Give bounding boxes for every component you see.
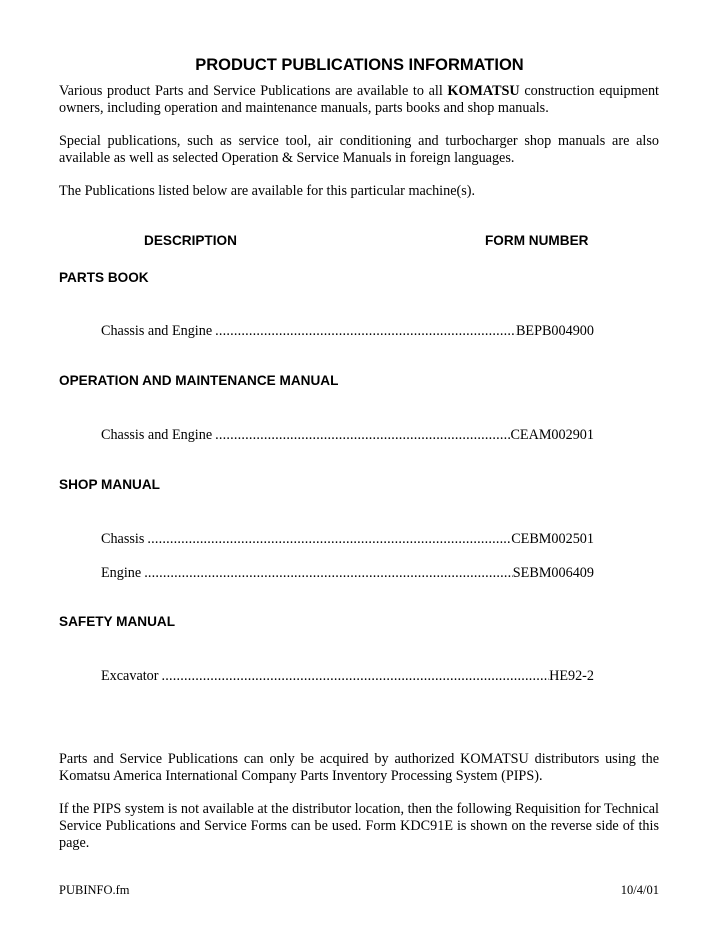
entry-form-number: BEPB004900 — [515, 323, 594, 339]
dot-leader — [215, 427, 510, 444]
dot-leader — [144, 565, 513, 582]
publication-entry — [101, 531, 594, 548]
publication-entry — [101, 668, 594, 685]
section-heading-safety-manual: SAFETY MANUAL — [59, 614, 176, 629]
section-heading-parts-book: PARTS BOOK — [59, 270, 149, 285]
entry-description: Excavator — [101, 668, 159, 684]
acquisition-paragraph: Parts and Service Publications can only be acquired by authorized KOMATSU distributors using the Komatsu America International Company Parts Inventory Processing System (PIPS). — [59, 751, 659, 784]
dot-leader — [162, 668, 550, 685]
pips-paragraph: If the PIPS system is not available at the distributor location, then the following Requisition for Technical Service Publications and Service Forms can be used. Form KDC91E is shown on the reverse side of this page. — [59, 801, 659, 851]
publication-entry — [101, 427, 594, 444]
special-publications-paragraph: Special publications, such as service tool, air conditioning and turbocharger shop manuals are also available as well as selected Operation & Service Manuals in foreign languages. — [59, 133, 659, 166]
dot-leader — [215, 323, 516, 340]
section-heading-operation-maintenance: OPERATION AND MAINTENANCE MANUAL — [59, 373, 339, 388]
entry-form-number: SEBM006409 — [512, 565, 594, 581]
publication-entry — [101, 323, 594, 340]
dot-leader — [147, 531, 511, 548]
column-header-form-number: FORM NUMBER — [485, 233, 589, 248]
footer-date: 10/4/01 — [620, 883, 659, 897]
entry-form-number: CEBM002501 — [511, 531, 594, 547]
intro-paragraph — [59, 83, 659, 117]
entry-form-number: CEAM002901 — [510, 427, 594, 443]
intro-text-after: construction equipment owners, including operation and maintenance manuals, parts books and shop manuals. — [59, 83, 659, 116]
listed-publications-paragraph: The Publications listed below are available for this particular machine(s). — [59, 183, 476, 199]
column-header-description: DESCRIPTION — [144, 233, 237, 248]
publication-entry — [101, 565, 594, 582]
entry-description: Chassis and Engine — [101, 427, 213, 443]
entry-form-number: HE92-2 — [549, 668, 594, 684]
brand-name: KOMATSU — [447, 83, 520, 99]
intro-text-before: Various product Parts and Service Publications are available to all — [59, 83, 448, 99]
section-heading-shop-manual: SHOP MANUAL — [59, 477, 160, 492]
page-title: PRODUCT PUBLICATIONS INFORMATION — [195, 56, 524, 74]
footer-filename: PUBINFO.fm — [59, 883, 130, 897]
entry-description: Engine — [101, 565, 142, 581]
entry-description: Chassis and Engine — [101, 323, 213, 339]
entry-description: Chassis — [101, 531, 145, 547]
